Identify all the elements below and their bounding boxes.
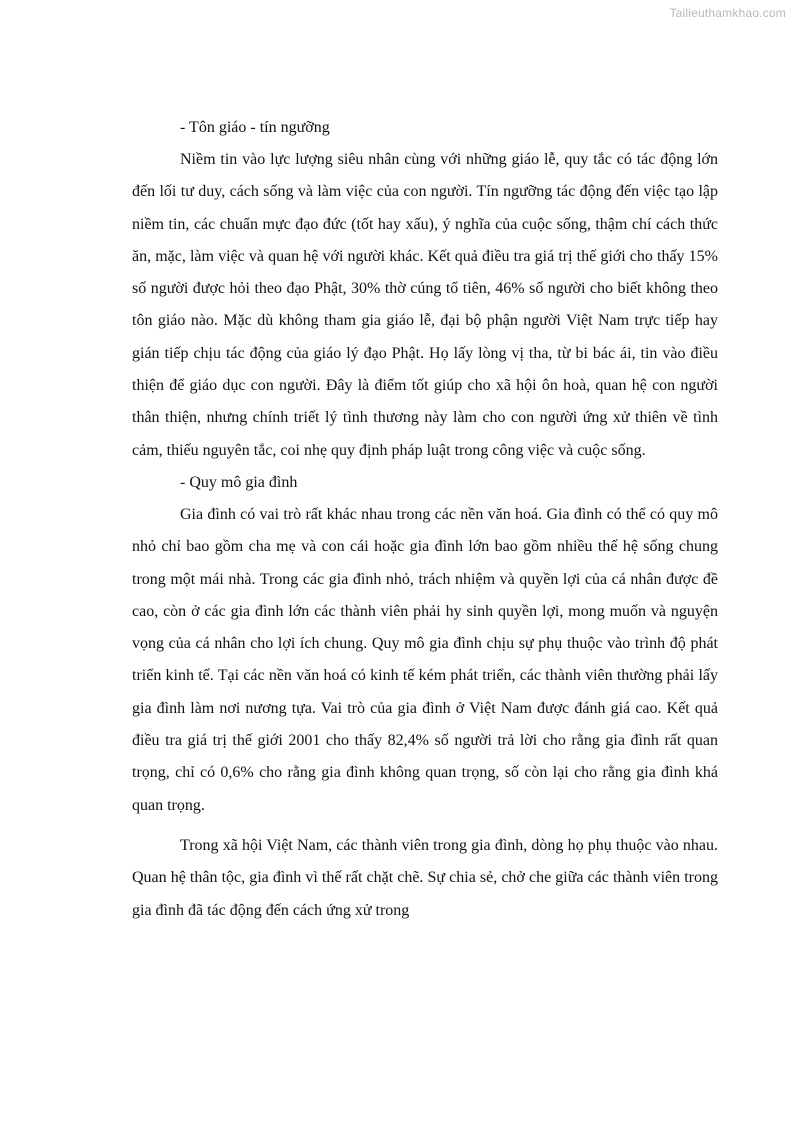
- document-body: [132, 112, 718, 927]
- watermark-text: Tailieuthamkhao.com: [669, 6, 786, 20]
- paragraph-family-size: Gia đình có vai trò rất khác nhau trong các nền văn hoá. Gia đình có thể có quy mô nhỏ chỉ bao gồm cha mẹ và con cái hoặc gia đình lớn bao gồm nhiều thế hệ sống chung trong một mái nhà. Trong các gia đình nhỏ, trách nhiệm và quyền lợi của cá nhân được đề cao, còn ở các gia đình lớn các thành viên phải hy sinh quyền lợi, mong muốn và nguyện vọng của cá nhân cho lợi ích chung. Quy mô gia đình chịu sự phụ thuộc vào trình độ phát triển kinh tế. Tại các nền văn hoá có kinh tế kém phát triển, các thành viên thường phải lấy gia đình làm nơi nương tựa. Vai trò của gia đình ở Việt Nam được đánh giá cao. Kết quả điều tra giá trị thế giới 2001 cho thấy 82,4% số người trả lời cho rằng gia đình rất quan trọng, chỉ có 0,6% cho rằng gia đình không quan trọng, số còn lại cho rằng gia đình khá quan trọng.: [132, 505, 718, 814]
- section-heading-religion: - Tôn giáo - tín ngưỡng: [180, 119, 330, 136]
- paragraph-religion: Niềm tin vào lực lượng siêu nhân cùng với những giáo lễ, quy tắc có tác động lớn đến lối tư duy, cách sống và làm việc của con người. Tín ngưỡng tác động đến việc tạo lập niềm tin, các chuẩn mực đạo đức (tốt hay xấu), ý nghĩa của cuộc sống, thậm chí cách thức ăn, mặc, làm việc và quan hệ với người khác. Kết quả điều tra giá trị thế giới cho thấy 15% số người được hỏi theo đạo Phật, 30% thờ cúng tổ tiên, 46% số người cho biết không theo tôn giáo nào. Mặc dù không tham gia giáo lễ, đại bộ phận người Việt Nam trực tiếp hay gián tiếp chịu tác động của giáo lý đạo Phật. Họ lấy lòng vị tha, từ bi bác ái, tin vào điều thiện để giáo dục con người. Đây là điểm tốt giúp cho xã hội ôn hoà, quan hệ con người thân thiện, nhưng chính triết lý tình thương này làm cho con người ứng xử thiên về tình cảm, thiếu nguyên tắc, coi nhẹ quy định pháp luật trong công việc và cuộc sống.: [132, 151, 718, 459]
- paragraph-family-relations: Trong xã hội Việt Nam, các thành viên trong gia đình, dòng họ phụ thuộc vào nhau. Quan hệ thân tộc, gia đình vì thế rất chặt chẽ. Sự chia sẻ, chở che giữa các thành viên trong gia đình đã tác động đến cách ứng xử trong: [132, 836, 718, 919]
- section-heading-family-size: - Quy mô gia đình: [180, 473, 298, 491]
